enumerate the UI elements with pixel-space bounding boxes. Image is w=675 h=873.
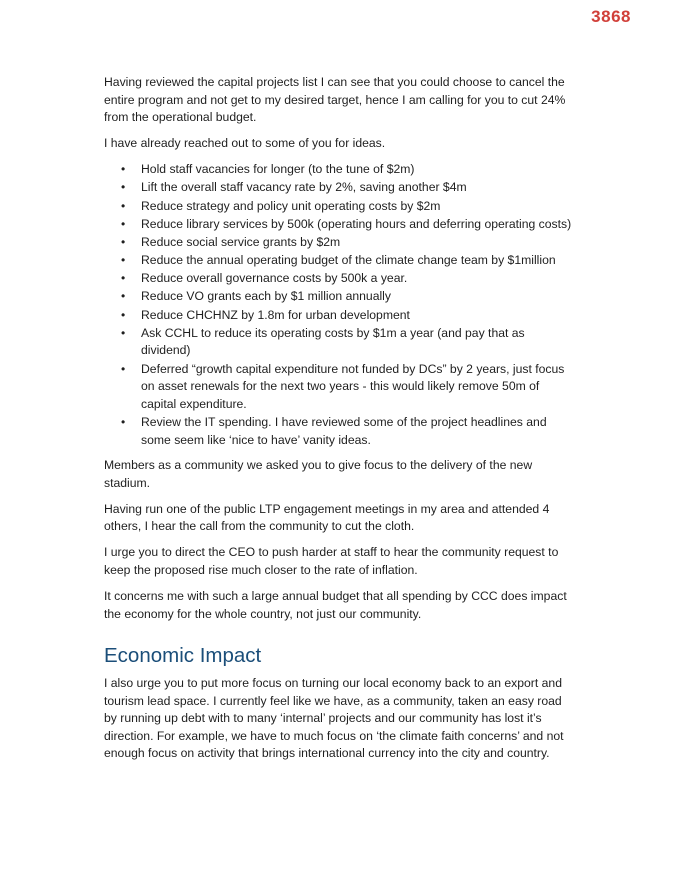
list-item — [104, 234, 576, 252]
bullet-list — [104, 161, 576, 449]
paragraph: Having reviewed the capital projects list I can see that you could choose to cancel the entire program and not get to my desired target, hence I am calling for you to cut 24% from the operational budget. — [104, 75, 566, 125]
list-item — [104, 161, 576, 179]
bullet-icon: • — [121, 271, 126, 286]
bullet-icon: • — [121, 361, 126, 376]
list-item — [104, 288, 576, 306]
paragraph: I also urge you to put more focus on turning our local economy back to an export and tourism lead space. I currently feel like we have, as a community, taken an easy road by running up debt with to many ‘internal’ projects and our community has lost it’s direction. For example, we have to much focus on ‘the climate faith concerns’ and not enough focus on activity that brings international currency into the city and country. — [104, 676, 564, 761]
list-item-text: Lift the overall staff vacancy rate by 2%, saving another $4m — [141, 180, 467, 195]
bullet-icon: • — [121, 216, 126, 231]
bullet-icon: • — [121, 234, 126, 249]
paragraph: I urge you to direct the CEO to push harder at staff to hear the community request to keep the proposed rise much closer to the rate of inflation. — [104, 545, 559, 577]
list-item-text: Hold staff vacancies for longer (to the tune of $2m) — [141, 162, 415, 177]
list-item — [104, 361, 576, 414]
bullet-icon: • — [121, 198, 126, 213]
bullet-icon: • — [121, 325, 126, 340]
list-item-text: Reduce strategy and policy unit operating costs by $2m — [141, 198, 441, 213]
list-item-text: Reduce the annual operating budget of the climate change team by $1million — [141, 253, 556, 268]
section-heading: Economic Impact — [104, 644, 262, 668]
paragraph: I have already reached out to some of you for ideas. — [104, 136, 386, 151]
paragraph: Members as a community we asked you to give focus to the delivery of the new stadium. — [104, 458, 533, 490]
list-item — [104, 414, 576, 449]
list-item-text: Review the IT spending. I have reviewed some of the project headlines and some seem like ‘nice to have’ vanity ideas. — [141, 415, 547, 447]
list-item — [104, 216, 576, 234]
bullet-icon: • — [121, 180, 126, 195]
paragraph: It concerns me with such a large annual budget that all spending by CCC does impact the economy for the whole country, not just our community. — [104, 588, 567, 621]
bullet-icon: • — [121, 289, 126, 304]
list-item-text: Reduce CHCHNZ by 1.8m for urban development — [141, 307, 410, 322]
bullet-icon: • — [121, 162, 126, 177]
list-item-text: Reduce social service grants by $2m — [141, 234, 341, 249]
bullet-icon: • — [121, 253, 126, 268]
list-item — [104, 179, 576, 197]
document-body — [104, 74, 576, 771]
list-item-text: Deferred “growth capital expenditure not funded by DCs” by 2 years, just focus on asset renewals for the next two years - this would likely remove 50m of capital expenditure. — [141, 361, 565, 411]
list-item — [104, 270, 576, 288]
list-item-text: Ask CCHL to reduce its operating costs by $1m a year (and pay that as dividend) — [141, 325, 525, 358]
list-item-text: Reduce library services by 500k (operating hours and deferring operating costs) — [141, 216, 572, 231]
list-item-text: Reduce VO grants each by $1 million annually — [141, 289, 391, 304]
bullet-icon: • — [121, 307, 126, 322]
page-number: 3868 — [591, 7, 631, 26]
list-item — [104, 325, 576, 360]
list-item — [104, 252, 576, 270]
bullet-icon: • — [121, 415, 126, 429]
list-item — [104, 198, 576, 216]
list-item-text: Reduce overall governance costs by 500k a year. — [141, 271, 408, 286]
list-item — [104, 307, 576, 325]
paragraph: Having run one of the public LTP engagement meetings in my area and attended 4 others, I hear the call from the community to cut the cloth. — [104, 501, 550, 534]
